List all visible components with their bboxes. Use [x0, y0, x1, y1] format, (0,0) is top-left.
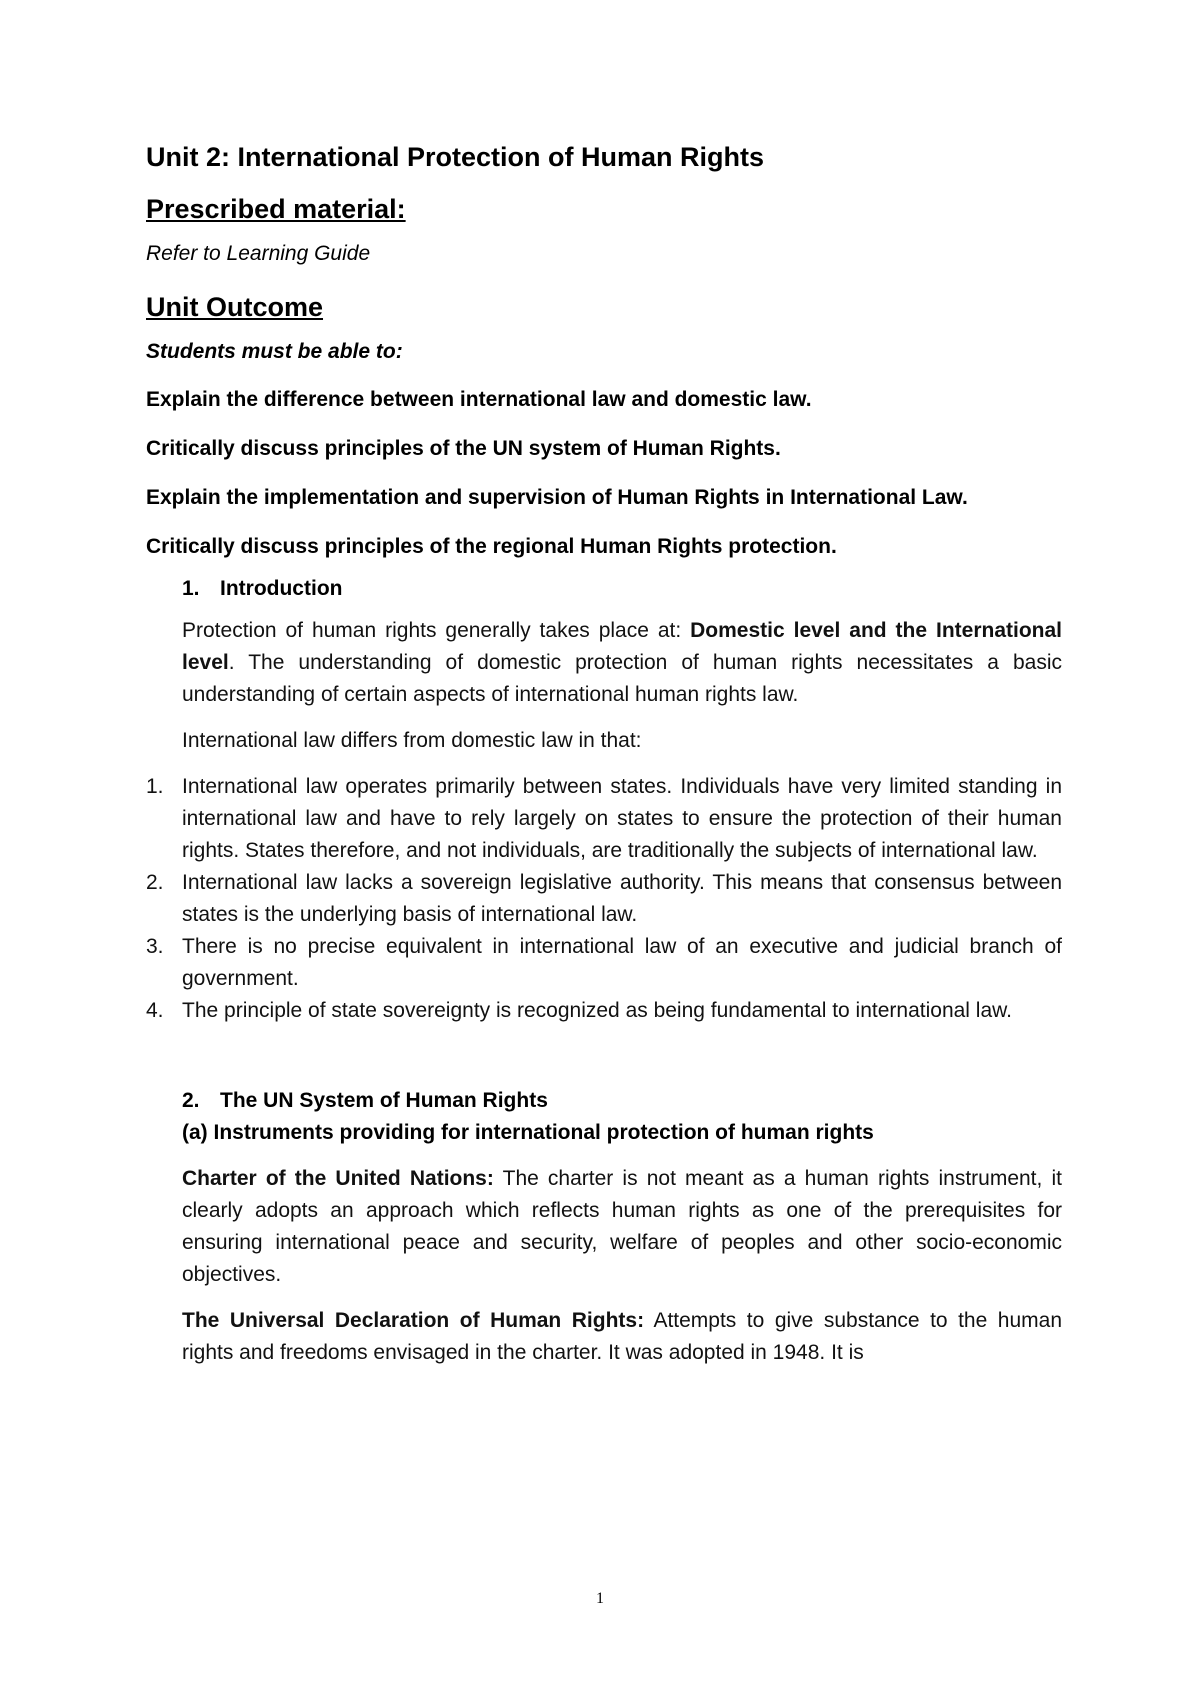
differences-list — [146, 771, 1062, 1027]
outcome-item: Critically discuss principles of the UN system of Human Rights. — [146, 437, 781, 460]
list-item-number: 1. — [146, 775, 164, 798]
prescribed-heading: Prescribed material: — [146, 194, 406, 224]
section-heading — [182, 573, 1062, 605]
document-page — [146, 140, 1062, 1383]
udhr-text: Attempts to give substance to the human rights and freedoms envisaged in the charter. It was adopted in 1948. It is — [182, 1309, 1062, 1364]
list-item — [146, 771, 1062, 867]
charter-label: Charter of the United Nations: — [182, 1167, 494, 1190]
section-introduction — [182, 573, 1062, 757]
section-un-system — [182, 1085, 1062, 1369]
intro-paragraph — [182, 615, 1062, 711]
list-item — [146, 867, 1062, 931]
list-item — [146, 995, 1062, 1027]
section-number: 1. — [182, 577, 200, 600]
section-title: The UN System of Human Rights — [220, 1089, 548, 1112]
document-title: Unit 2: International Protection of Human Rights — [146, 142, 765, 172]
section-title: Introduction — [220, 577, 343, 600]
section-subheading: (a) Instruments providing for international protection of human rights — [182, 1121, 874, 1144]
list-item — [146, 931, 1062, 995]
outcome-intro: Students must be able to: — [146, 340, 403, 363]
outcome-heading: Unit Outcome — [146, 292, 324, 322]
section-heading — [182, 1085, 1062, 1117]
list-item-number: 3. — [146, 935, 164, 958]
list-item-text: International law operates primarily between states. Individuals have very limited standing in international law and have to rely largely on states to ensure the protection of their human rights. States therefore, and not individuals, are traditionally the subjects of international law. — [182, 775, 1062, 862]
intro-text-bold: Domestic level and the International level — [182, 619, 1062, 674]
intro-text-a: Protection of human rights generally takes place at: — [182, 619, 691, 642]
list-item-text: International law lacks a sovereign legislative authority. This means that consensus between states is the underlying basis of international law. — [182, 871, 1062, 926]
charter-paragraph — [182, 1163, 1062, 1291]
outcome-item: Explain the implementation and supervision of Human Rights in International Law. — [146, 486, 968, 509]
page-number: 1 — [596, 1590, 604, 1607]
outcome-item: Critically discuss principles of the regional Human Rights protection. — [146, 535, 837, 558]
list-item-number: 2. — [146, 871, 164, 894]
outcome-item: Explain the difference between international law and domestic law. — [146, 388, 812, 411]
prescribed-text: Refer to Learning Guide — [146, 242, 371, 265]
list-item-text: There is no precise equivalent in international law of an executive and judicial branch of government. — [182, 935, 1062, 990]
section-number: 2. — [182, 1089, 200, 1112]
charter-text: The charter is not meant as a human rights instrument, it clearly adopts an approach which reflects human rights as one of the prerequisites for ensuring international peace and security, welfare of peoples and other socio-economic objectives. — [182, 1167, 1062, 1286]
list-item-number: 4. — [146, 999, 164, 1022]
intro-text-b: . The understanding of domestic protection of human rights necessitates a basic understanding of certain aspects of international human rights law. — [182, 651, 1062, 706]
udhr-label: The Universal Declaration of Human Rights: — [182, 1309, 645, 1332]
differs-paragraph: International law differs from domestic law in that: — [182, 729, 642, 752]
list-item-text: The principle of state sovereignty is recognized as being fundamental to international law. — [182, 999, 1012, 1022]
udhr-paragraph — [182, 1305, 1062, 1369]
